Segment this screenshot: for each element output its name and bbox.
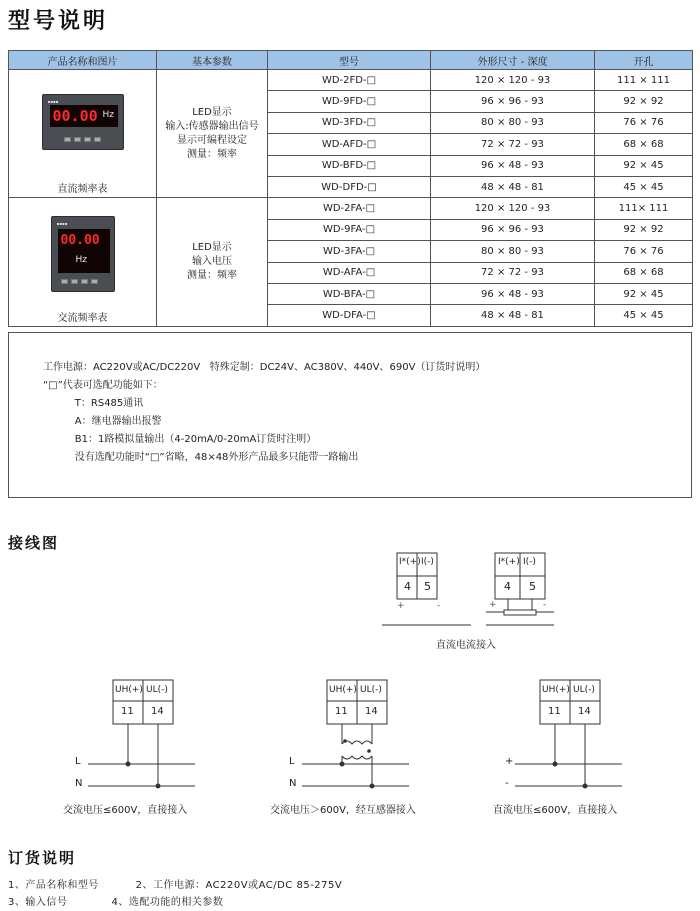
- ac-voltage-direct-diagram: [88, 680, 195, 788]
- model-cell: WD-DFD-□: [268, 176, 431, 197]
- header-size: 外形尺寸 - 深度: [431, 51, 595, 70]
- size-cell: 120 × 120 - 93: [431, 198, 595, 219]
- line-label: -: [505, 778, 509, 789]
- model-cell: WD-BFA-□: [268, 283, 431, 304]
- note-line: B1：1路模拟量输出（4-20mA/0-20mA订货时注明）: [43, 434, 317, 445]
- cutout-cell: 92 × 45: [595, 283, 693, 304]
- terminal-label: UL(-): [573, 685, 595, 695]
- ac-voltage-transformer-diagram: [302, 680, 409, 788]
- cutout-cell: 76 × 76: [595, 241, 693, 262]
- cutout-cell: 45 × 45: [595, 176, 693, 197]
- note-line: A：继电器输出报警: [43, 416, 162, 427]
- model-cell: WD-AFA-□: [268, 262, 431, 283]
- param-line: LED显示: [192, 242, 232, 254]
- header-cutout: 开孔: [595, 51, 693, 70]
- model-cell: WD-BFD-□: [268, 155, 431, 176]
- line-label: +: [505, 756, 514, 767]
- dc-voltage-caption: 直流电压≤600V，直接接入: [493, 805, 618, 816]
- ordering-title: 订货说明: [8, 849, 77, 867]
- terminal-label: I(-): [523, 557, 536, 567]
- dc-current-diagram-shunt: [486, 553, 554, 625]
- wiring-title: 接线图: [8, 534, 60, 552]
- product-name: 交流频率表: [57, 312, 108, 324]
- cutout-cell: 76 × 76: [595, 112, 693, 133]
- polarity-minus: -: [543, 600, 547, 610]
- cutout-cell: 92 × 45: [595, 155, 693, 176]
- dc-current-caption: 直流电流接入: [436, 640, 496, 651]
- cutout-cell: 92 × 92: [595, 219, 693, 240]
- terminal-label: UH(+): [542, 685, 570, 695]
- param-line: 测量：频率: [187, 148, 237, 160]
- ac-transformer-caption: 交流电压＞600V，经互感器接入: [270, 805, 416, 816]
- terminal-number: 11: [335, 706, 348, 717]
- cutout-cell: 92 × 92: [595, 91, 693, 112]
- model-cell: WD-9FD-□: [268, 91, 431, 112]
- param-line: LED显示: [192, 106, 232, 118]
- terminal-label: UH(+): [115, 685, 143, 695]
- terminal-number: 4: [504, 580, 511, 593]
- size-cell: 48 × 48 - 81: [431, 176, 595, 197]
- line-label: N: [75, 778, 83, 789]
- dc-voltage-direct-diagram: [515, 680, 622, 788]
- cutout-cell: 45 × 45: [595, 305, 693, 326]
- terminal-label: I*(+): [498, 557, 520, 567]
- param-line: 测量：频率: [187, 270, 237, 282]
- terminal-label: I(-): [421, 557, 434, 567]
- size-cell: 120 × 120 - 93: [431, 70, 595, 91]
- model-cell: WD-2FD-□: [268, 70, 431, 91]
- note-line: 工作电源：AC220V或AC/DC220V 特殊定制：DC24V、AC380V、440V、690V（订货时说明）: [43, 362, 486, 373]
- terminal-number: 5: [424, 580, 431, 593]
- model-cell: WD-3FD-□: [268, 112, 431, 133]
- meter-unit: Hz: [75, 255, 87, 266]
- size-cell: 96 × 48 - 93: [431, 283, 595, 304]
- meter-unit: Hz: [102, 110, 114, 120]
- product-name: 直流频率表: [57, 184, 108, 196]
- cutout-cell: 68 × 68: [595, 262, 693, 283]
- model-cell: WD-3FA-□: [268, 241, 431, 262]
- meter-digits: 00.00: [60, 233, 100, 249]
- size-cell: 72 × 72 - 93: [431, 262, 595, 283]
- header-model: 型号: [268, 51, 431, 70]
- model-cell: WD-DFA-□: [268, 305, 431, 326]
- param-line: 输入电压: [192, 256, 232, 268]
- param-line: 输入:传感器输出信号: [165, 120, 259, 132]
- meter-brand-mark: ▪▪▪▪: [47, 99, 59, 104]
- cutout-cell: 111× 111: [595, 198, 693, 219]
- size-cell: 96 × 48 - 93: [431, 155, 595, 176]
- size-cell: 48 × 48 - 81: [431, 305, 595, 326]
- terminal-label: UL(-): [360, 685, 382, 695]
- page-title: 型号说明: [8, 9, 109, 34]
- ac-direct-caption: 交流电压≤600V，直接接入: [63, 805, 188, 816]
- model-cell: WD-9FA-□: [268, 219, 431, 240]
- ordering-line-1: 1、产品名称和型号 2、工作电源：AC220V或AC/DC 85-275V: [8, 880, 343, 891]
- terminal-number: 4: [404, 580, 411, 593]
- model-cell: WD-2FA-□: [268, 198, 431, 219]
- size-cell: 96 × 96 - 93: [431, 219, 595, 240]
- line-label: L: [75, 756, 81, 767]
- terminal-label: UH(+): [329, 685, 357, 695]
- cutout-cell: 111 × 111: [595, 70, 693, 91]
- terminal-label: I*(+): [399, 557, 421, 567]
- terminal-number: 5: [529, 580, 536, 593]
- terminal-number: 14: [365, 706, 378, 717]
- terminal-label: UL(-): [146, 685, 168, 695]
- polarity-plus: +: [489, 600, 497, 610]
- size-cell: 96 × 96 - 93: [431, 91, 595, 112]
- polarity-plus: +: [397, 601, 405, 611]
- meter-brand-mark: ▪▪▪▪: [56, 221, 68, 227]
- line-label: N: [289, 778, 297, 789]
- ordering-line-2: 3、输入信号 4、选配功能的相关参数: [8, 897, 224, 908]
- terminal-number: 11: [121, 706, 134, 717]
- terminal-number: 11: [548, 706, 561, 717]
- header-params: 基本参数: [157, 51, 268, 70]
- note-line: 没有选配功能时“□”省略，48×48外形产品最多只能带一路输出: [43, 452, 359, 463]
- cutout-cell: 68 × 68: [595, 134, 693, 155]
- terminal-number: 14: [578, 706, 591, 717]
- terminal-number: 14: [151, 706, 164, 717]
- size-cell: 80 × 80 - 93: [431, 112, 595, 133]
- size-cell: 80 × 80 - 93: [431, 241, 595, 262]
- param-line: 显示可编程设定: [177, 134, 247, 146]
- polarity-minus: -: [437, 601, 441, 611]
- meter-digits: 00.00: [52, 107, 98, 125]
- header-product: 产品名称和图片: [9, 51, 157, 70]
- line-label: L: [289, 756, 295, 767]
- size-cell: 72 × 72 - 93: [431, 134, 595, 155]
- note-line: “□”代表可选配功能如下：: [43, 380, 163, 391]
- note-line: T：RS485通讯: [43, 398, 144, 409]
- model-cell: WD-AFD-□: [268, 134, 431, 155]
